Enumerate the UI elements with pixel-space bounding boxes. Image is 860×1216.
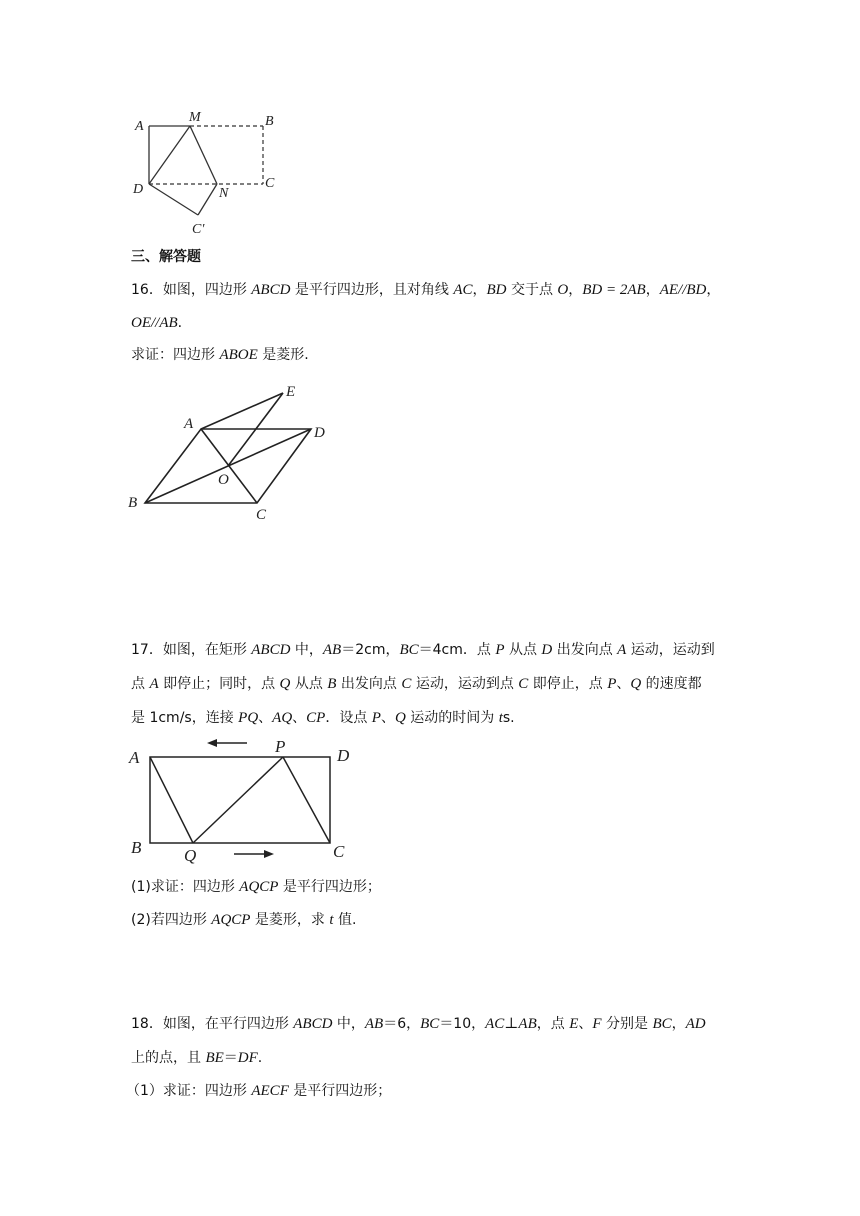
label-C-prime: C′ <box>192 222 205 237</box>
label-D: D <box>314 425 325 441</box>
label-B: B <box>131 838 142 857</box>
label-Q: Q <box>184 846 197 865</box>
q17-line-3: 是 1cm/s，连接 PQ、AQ、CP．设点 P、Q 运动的时间为 ts. <box>131 710 515 726</box>
q16-line-3: 求证：四边形 ABOE 是菱形. <box>131 347 309 363</box>
q16-line-2: OE//AB. <box>131 315 183 331</box>
arrow-right-icon <box>234 850 274 858</box>
q18-line-2: 上的点，且 BE＝DF. <box>131 1050 263 1066</box>
q16-line-1: 16．如图，四边形 ABCD 是平行四边形，且对角线 AC，BD 交于点 O，BD = 2AB，AE//BD， <box>131 282 721 298</box>
label-D: D <box>133 182 144 197</box>
figure-q16-parallelogram <box>125 380 340 525</box>
label-A: A <box>184 416 194 432</box>
label-E: E <box>286 384 296 400</box>
q17-line-2: 点 A 即停止；同时，点 Q 从点 B 出发向点 C 运动，运动到点 C 即停止，点 P、Q 的速度都 <box>131 676 702 692</box>
figure-q17-rectangle <box>125 735 365 865</box>
label-B: B <box>128 495 138 511</box>
label-A: A <box>135 119 144 134</box>
figure-folded-rectangle <box>130 105 290 240</box>
label-M: M <box>189 110 201 125</box>
label-N: N <box>219 186 229 201</box>
q17-line-1: 17．如图，在矩形 ABCD 中，AB＝2cm，BC＝4cm．点 P 从点 D 出发向点 A 运动，运动到 <box>131 642 715 658</box>
q17-sub-1: (1)求证：四边形 AQCP 是平行四边形； <box>131 879 381 895</box>
label-C: C <box>265 176 275 191</box>
label-C: C <box>333 842 345 861</box>
label-A: A <box>129 748 140 767</box>
q18-sub-1: （1）求证：四边形 AECF 是平行四边形； <box>126 1083 392 1099</box>
label-P: P <box>275 737 286 756</box>
label-D: D <box>337 746 350 765</box>
q18-line-1: 18．如图，在平行四边形 ABCD 中，AB＝6，BC＝10，AC⊥AB，点 E、F 分别是 BC，AD <box>131 1016 706 1032</box>
label-C: C <box>256 507 267 523</box>
q17-sub-2: (2)若四边形 AQCP 是菱形，求 t 值. <box>131 912 357 928</box>
section-heading: 三、解答题 <box>131 249 201 265</box>
arrow-left-icon <box>207 739 247 747</box>
label-B: B <box>265 114 274 129</box>
label-O: O <box>218 472 229 488</box>
